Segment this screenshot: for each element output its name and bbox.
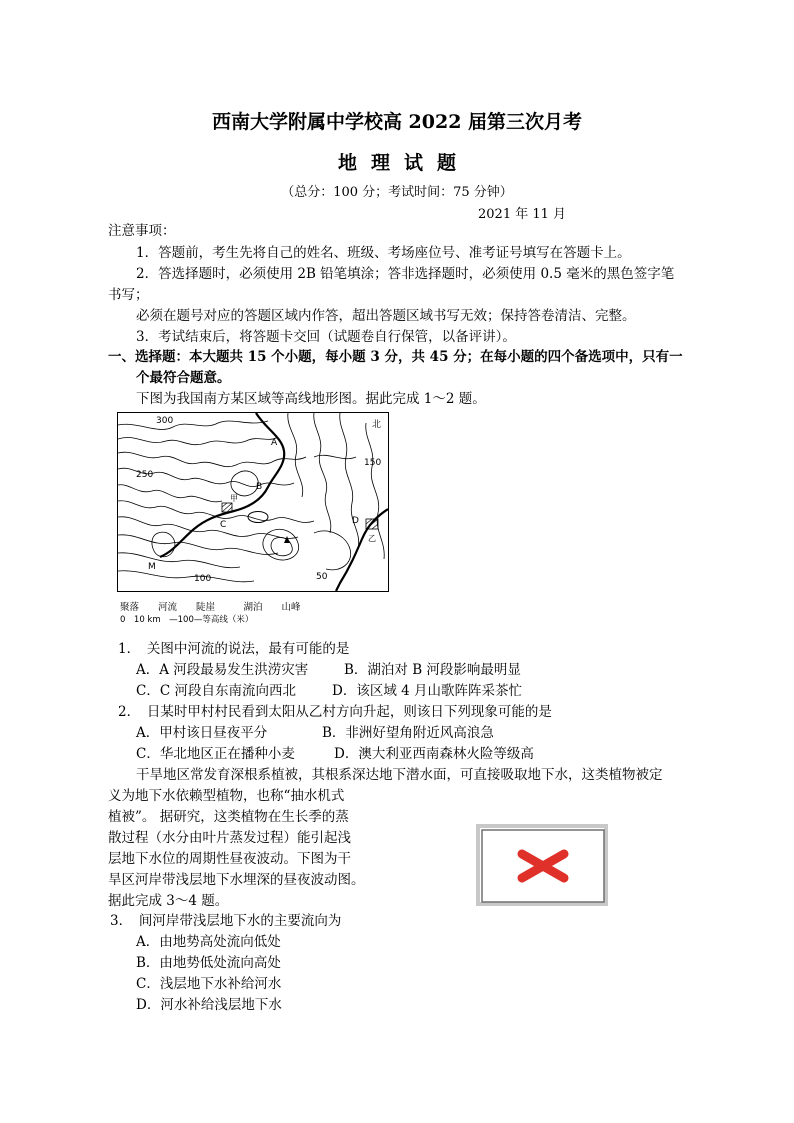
point-label-m: M <box>148 562 156 572</box>
point-label-c: C <box>220 520 227 530</box>
village-label-yi: 乙 <box>368 534 376 543</box>
q2-option-a: A．甲村该日昼夜平分 <box>136 725 268 741</box>
contour-label-150: 150 <box>364 458 382 468</box>
contour-label-100: 100 <box>194 574 212 584</box>
point-label-b: B <box>256 482 263 492</box>
notice-item-2a: 2．答选择题时，必须使用 2B 铅笔填涂；答非选择题时，必须使用 0.5 毫米的黑色签字笔 <box>136 266 675 282</box>
q1-stem: 1． 关图中河流的说法，最有可能的是 <box>118 641 350 657</box>
score-info: （总分：100 分；考试时间：75 分钟） <box>281 185 513 200</box>
map-legend: 聚落 河流 陡崖 湖泊 山峰 <box>120 602 301 613</box>
contour-map-svg <box>118 413 388 591</box>
q1-option-b: B．湖泊对 B 河段影响最明显 <box>344 662 521 678</box>
broken-image-icon <box>476 824 610 908</box>
map-intro: 下图为我国南方某区域等高线地形图。据此完成 1～2 题。 <box>136 391 486 407</box>
settlement-jia-hatch <box>222 503 232 512</box>
river-east <box>336 509 388 591</box>
q2-stem: 2． 日某时甲村村民看到太阳从乙村方向升起，则该日下列现象可能的是 <box>118 704 552 720</box>
q2-option-d: D．澳大利亚西南森林火险等级高 <box>334 746 534 762</box>
notice-item-3: 3．考试结束后，将答题卡交回（试题卷自行保管，以备评讲）。 <box>136 329 516 345</box>
passage-line-3: 植被”。 据研究，这类植物在生长季的蒸 <box>108 809 349 825</box>
contour-map <box>117 412 389 592</box>
q3-option-c: C．浅层地下水补给河水 <box>136 976 282 992</box>
passage-line-4: 散过程（水分由叶片蒸发过程）能引起浅 <box>108 830 351 846</box>
north-label: 北 <box>372 420 382 430</box>
peak-icon <box>284 536 290 543</box>
map-scale: 0 10 km —100—等高线（米） <box>120 615 254 625</box>
notice-heading: 注意事项： <box>108 223 176 239</box>
page-title: 西南大学附属中学校高 2022 届第三次月考 <box>211 111 583 133</box>
section-heading-a: 一、选择题：本大题共 15 个小题，每小题 3 分，共 45 分；在每小题的四个备选项中，只有一 <box>108 349 683 365</box>
passage-line-7: 据此完成 3～4 题。 <box>108 893 229 909</box>
village-label-jia: 甲 <box>230 494 238 503</box>
passage-line-2: 义为地下水依赖型植物，也称“抽水机式 <box>108 788 345 804</box>
q3-option-b: B．由地势低处流向高处 <box>136 955 281 971</box>
point-label-a: A <box>271 438 278 448</box>
point-label-d: D <box>352 516 359 526</box>
notice-item-2b: 书写； <box>108 287 149 303</box>
q2-option-c: C．华北地区正在播种小麦 <box>136 746 295 762</box>
section-heading-b: 个最符合题意。 <box>136 370 231 386</box>
exam-date: 2021 年 11 月 <box>478 207 567 222</box>
passage-line-1: 干旱地区常发育深根系植被，其根系深达地下潜水面，可直接吸取地下水，这类植物被定 <box>136 767 663 783</box>
q2-option-b: B．非洲好望角附近风高浪急 <box>322 725 494 741</box>
contour-label-50: 50 <box>316 572 328 582</box>
q3-option-d: D．河水补给浅层地下水 <box>136 997 282 1013</box>
contour-label-250: 250 <box>136 470 154 480</box>
contour-label-300: 300 <box>156 416 174 426</box>
page-subtitle: 地理试题 <box>337 152 470 174</box>
contour-lines <box>118 413 384 582</box>
q1-option-c: C．C 河段自东南流向西北 <box>136 683 296 699</box>
q3-option-a: A．由地势高处流向低处 <box>136 934 281 950</box>
q1-option-a: A．A 河段最易发生洪涝灾害 <box>136 662 309 678</box>
q1-option-d: D．该区域 4 月山歌阵阵采茶忙 <box>332 683 522 699</box>
notice-item-2c: 必须在题号对应的答题区域内作答，超出答题区域书写无效；保持答卷清洁、完整。 <box>136 308 636 324</box>
q3-stem: 3． 间河岸带浅层地下水的主要流向为 <box>110 913 342 929</box>
passage-line-6: 旱区河岸带浅层地下水埋深的昼夜波动图。 <box>108 872 365 888</box>
settlement-yi-hatch <box>366 519 378 529</box>
passage-line-5: 层地下水位的周期性昼夜波动。下图为干 <box>108 851 351 867</box>
notice-item-1: 1．答题前，考生先将自己的姓名、班级、考场座位号、准考证号填写在答题卡上。 <box>136 245 631 261</box>
broken-image-placeholder <box>476 824 610 908</box>
